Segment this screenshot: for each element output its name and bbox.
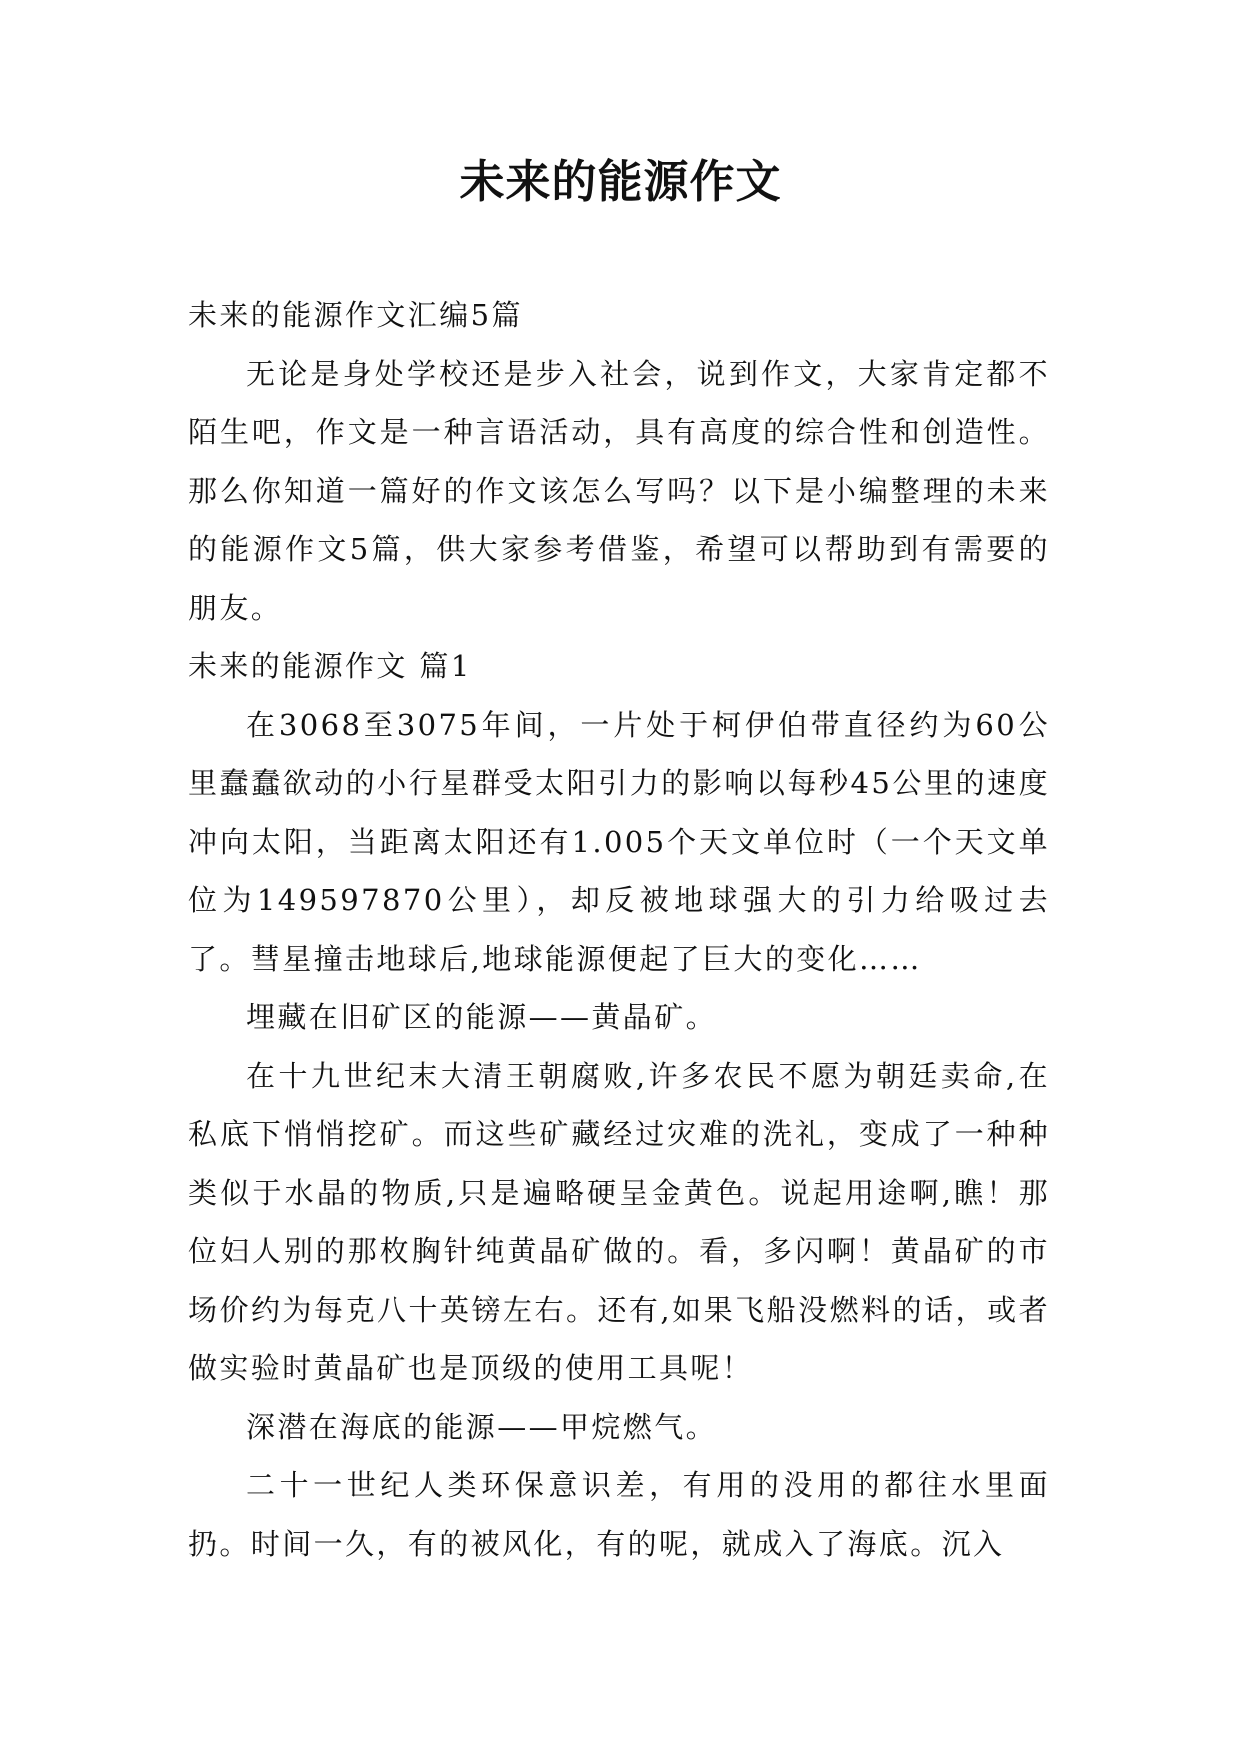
body-paragraph: 二十一世纪人类环保意识差，有用的没用的都往水里面扔。时间一久，有的被风化，有的呢，就成入了海底。沉入 <box>188 1468 1050 1561</box>
section-heading: 埋藏在旧矿区的能源——黄晶矿。 <box>246 1000 718 1034</box>
document-body <box>188 286 1050 1573</box>
intro-paragraph: 无论是身处学校还是步入社会，说到作文，大家肯定都不陌生吧，作文是一种言语活动，具有高度的综合性和创造性。那么你知道一篇好的作文该怎么写吗？以下是小编整理的未来的能源作文5篇，供大家参考借鉴，希望可以帮助到有需要的朋友。 <box>188 356 1050 625</box>
section-heading: 深潜在海底的能源——甲烷燃气。 <box>246 1409 718 1444</box>
body-paragraph: 在3068至3075年间，一片处于柯伊伯带直径约为60公里蠢蠢欲动的小行星群受太阳引力的影响以每秒45公里的速度冲向太阳，当距离太阳还有1.005个天文单位时（一个天文单位为149597870公里），却反被地球强大的引力给吸过去了。彗星撞击地球后,地球能源便起了巨大的变化…… <box>188 707 1050 976</box>
document-title: 未来的能源作文 <box>459 155 782 208</box>
essay-heading: 未来的能源作文 篇1 <box>188 649 472 683</box>
body-paragraph: 在十九世纪末大清王朝腐败,许多农民不愿为朝廷卖命,在私底下悄悄挖矿。而这些矿藏经过灾难的洗礼，变成了一种种类似于水晶的物质,只是遍略硬呈金黄色。说起用途啊,瞧！那位妇人别的那枚胸针纯黄晶矿做的。看，多闪啊！黄晶矿的市场价约为每克八十英镑左右。还有,如果飞船没燃料的话，或者做实验时黄晶矿也是顶级的使用工具呢！ <box>188 1058 1050 1385</box>
intro-heading: 未来的能源作文汇编5篇 <box>188 298 523 332</box>
